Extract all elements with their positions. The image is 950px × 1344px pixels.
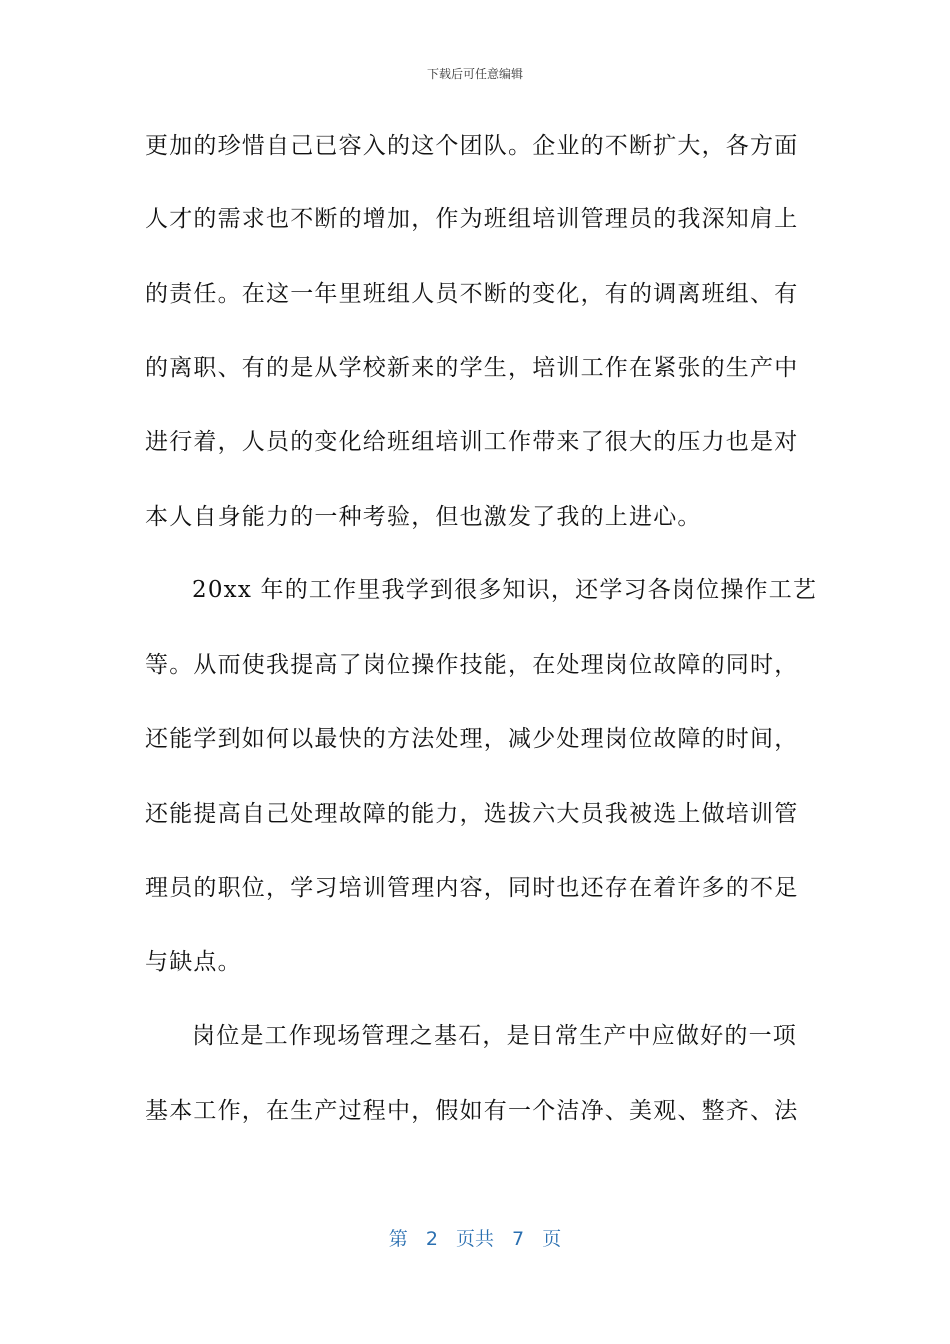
text-line: 进行着，人员的变化给班组培训工作带来了很大的压力也是对: [145, 429, 799, 455]
footer-label-page: 第: [388, 1228, 408, 1250]
text-line: 基本工作，在生产过程中，假如有一个洁净、美观、整齐、法: [145, 1098, 799, 1124]
paragraph-first-line: 20xx 年的工作里我学到很多知识，还学习各岗位操作工艺: [192, 577, 818, 603]
page-footer: [0, 1226, 950, 1252]
text-line: 与缺点。: [145, 949, 242, 975]
footer-label-end: 页: [542, 1228, 562, 1250]
text-line: 还能提高自己处理故障的能力，选拔六大员我被选上做培训管: [145, 801, 799, 827]
text-line: 的责任。在这一年里班组人员不断的变化，有的调离班组、有: [145, 281, 799, 307]
footer-total-pages: 7: [512, 1228, 525, 1250]
text-line: 的离职、有的是从学校新来的学生，培训工作在紧张的生产中: [145, 355, 799, 381]
footer-current-page: 2: [425, 1228, 438, 1250]
text-line: 还能学到如何以最快的方法处理，减少处理岗位故障的时间，: [145, 726, 799, 752]
footer-label-of: 页共: [455, 1228, 494, 1250]
text-line: 人才的需求也不断的增加，作为班组培训管理员的我深知肩上: [145, 206, 799, 232]
text-line: 理员的职位，学习培训管理内容，同时也还存在着许多的不足: [145, 875, 799, 901]
page-header-note: 下载后可任意编辑: [426, 67, 523, 81]
text-line: 本人自身能力的一种考验，但也激发了我的上进心。: [145, 504, 702, 530]
text-line: 更加的珍惜自己已容入的这个团队。企业的不断扩大，各方面: [145, 133, 799, 159]
paragraph-first-line: 岗位是工作现场管理之基石，是日常生产中应做好的一项: [192, 1023, 797, 1049]
text-line: 等。从而使我提高了岗位操作技能，在处理岗位故障的同时，: [145, 652, 799, 678]
